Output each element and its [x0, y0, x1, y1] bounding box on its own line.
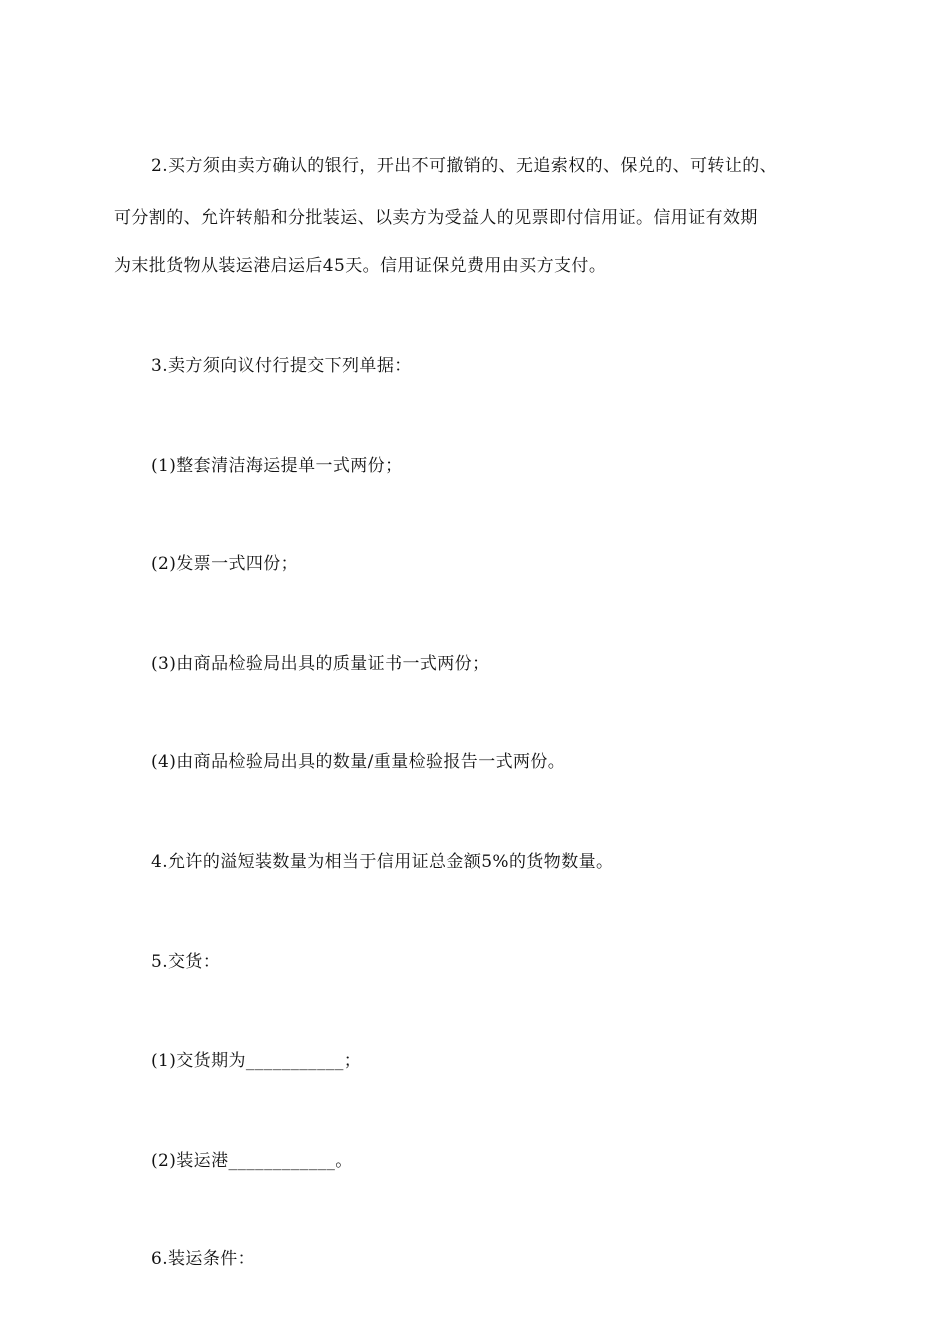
delivery-item-2: (2)装运港____________。 [151, 1151, 353, 1171]
document-item-3: (3)由商品检验局出具的质量证书一式两份； [151, 654, 490, 674]
document-item-4: (4)由商品检验局出具的数量/重量检验报告一式两份。 [151, 752, 566, 772]
clause-4: 4.允许的溢短装数量为相当于信用证总金额5%的货物数量。 [151, 852, 614, 872]
delivery-item-1: (1)交货期为___________； [151, 1051, 362, 1071]
clause-2-line-3: 为末批货物从装运港启运后45天。信用证保兑费用由买方支付。 [114, 256, 607, 276]
document-item-1: (1)整套清洁海运提单一式两份； [151, 456, 403, 476]
clause-3-heading: 3.卖方须向议付行提交下列单据： [151, 356, 412, 376]
clause-6-heading: 6.装运条件： [151, 1249, 256, 1269]
clause-5-heading: 5.交货： [151, 952, 221, 972]
clause-2-line-1: 2.买方须由卖方确认的银行，开出不可撤销的、无追索权的、保兑的、可转让的、 [151, 156, 778, 176]
document-item-2: (2)发票一式四份； [151, 554, 299, 574]
clause-2-line-2: 可分割的、允许转船和分批装运、以卖方为受益人的见票即付信用证。信用证有效期 [114, 208, 758, 228]
